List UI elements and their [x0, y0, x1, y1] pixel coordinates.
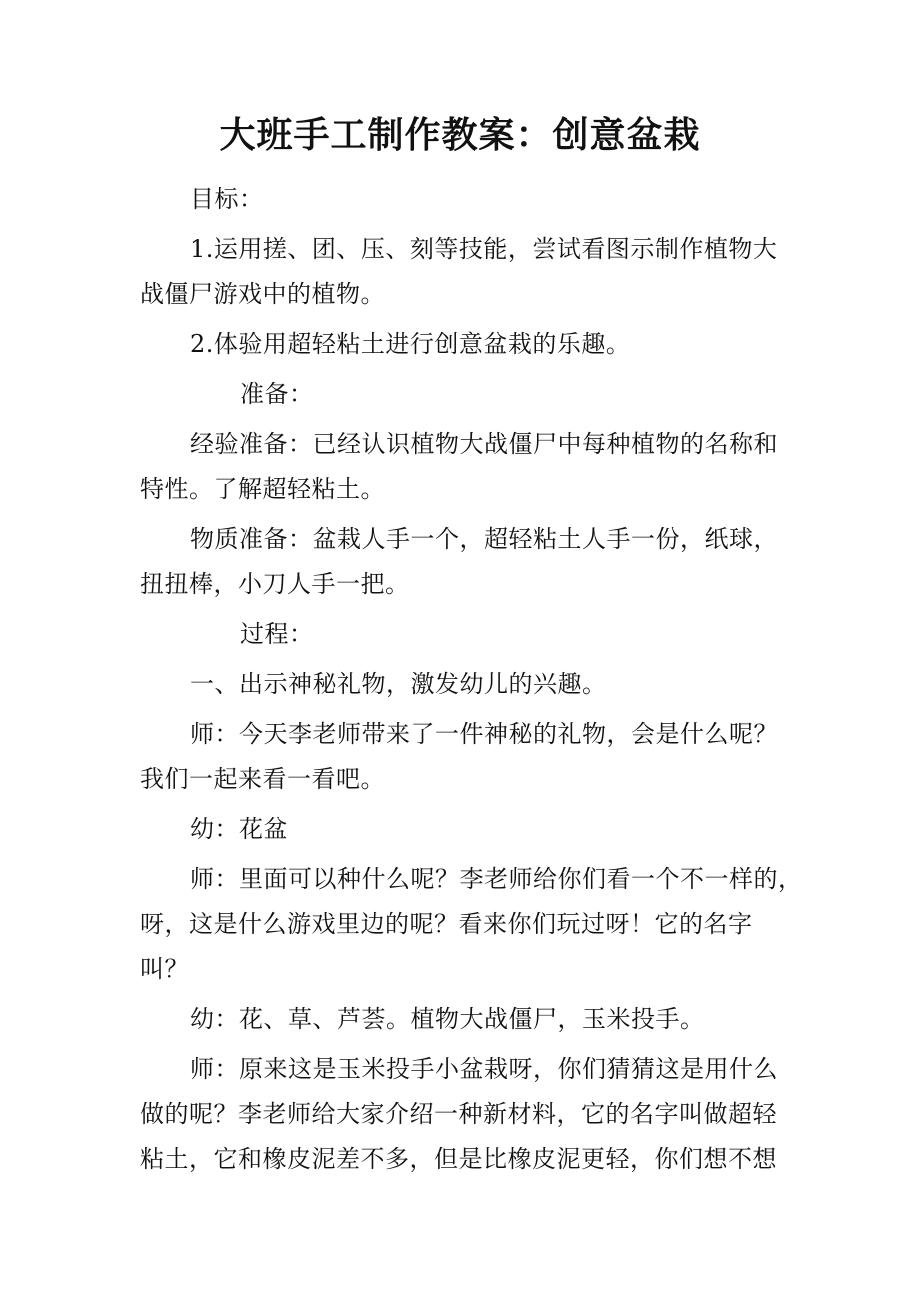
paragraph-dialog — [140, 712, 800, 802]
paragraph-dialog — [140, 1047, 800, 1182]
paragraph-step-1 — [140, 662, 800, 707]
document-body — [140, 177, 803, 1187]
text-line: 经验准备：已经认识植物大战僵尸中每种植物的名称和 — [190, 430, 778, 458]
text-line: 幼：花、草、芦荟。植物大战僵尸，玉米投手。 — [190, 1005, 705, 1033]
paragraph-process-heading — [140, 612, 800, 657]
text-line: 叫？ — [140, 955, 189, 983]
text-line: 师：今天李老师带来了一件神秘的礼物，会是什么呢？ — [190, 720, 778, 748]
text-line: 2.体验用超轻粘土进行创意盆栽的乐趣。 — [190, 330, 631, 358]
text-line: 呀，这是什么游戏里边的呢？看来你们玩过呀！它的名字 — [140, 910, 753, 938]
paragraph-goal-heading — [140, 177, 800, 222]
text-line: 物质准备：盆栽人手一个，超轻粘土人手一份，纸球， — [190, 525, 778, 553]
text-line: 1.运用搓、团、压、刻等技能，尝试看图示制作植物大 — [190, 235, 778, 263]
text-line: 特性。了解超轻粘土。 — [140, 475, 385, 503]
text-line: 战僵尸游戏中的植物。 — [140, 280, 385, 308]
paragraph-dialog — [140, 997, 800, 1042]
paragraph-experience-prep — [140, 422, 800, 512]
text-line: 粘土，它和橡皮泥差不多，但是比橡皮泥更轻，你们想不想 — [140, 1145, 777, 1173]
document-title: 大班手工制作教案：创意盆栽 — [219, 114, 701, 156]
paragraph-prep-heading — [140, 372, 800, 417]
paragraph-dialog — [140, 857, 803, 992]
paragraph-dialog — [140, 807, 800, 852]
text-line: 一、出示神秘礼物，激发幼儿的兴趣。 — [190, 670, 607, 698]
paragraph-material-prep — [140, 517, 800, 607]
text-line: 幼：花盆 — [190, 815, 288, 843]
text-line: 扭扭棒，小刀人手一把。 — [140, 570, 410, 598]
text-line: 目标： — [190, 185, 264, 213]
text-line: 准备： — [240, 380, 314, 408]
text-line: 做的呢？李老师给大家介绍一种新材料，它的名字叫做超轻 — [140, 1100, 777, 1128]
paragraph-goal-1 — [140, 227, 800, 317]
text-line: 师：原来这是玉米投手小盆栽呀，你们猜猜这是用什么 — [190, 1055, 778, 1083]
text-line: 师：里面可以种什么呢？李老师给你们看一个不一样的， — [190, 865, 803, 893]
text-line: 过程： — [240, 620, 314, 648]
text-line: 我们一起来看一看吧。 — [140, 765, 385, 793]
paragraph-goal-2 — [140, 322, 800, 367]
